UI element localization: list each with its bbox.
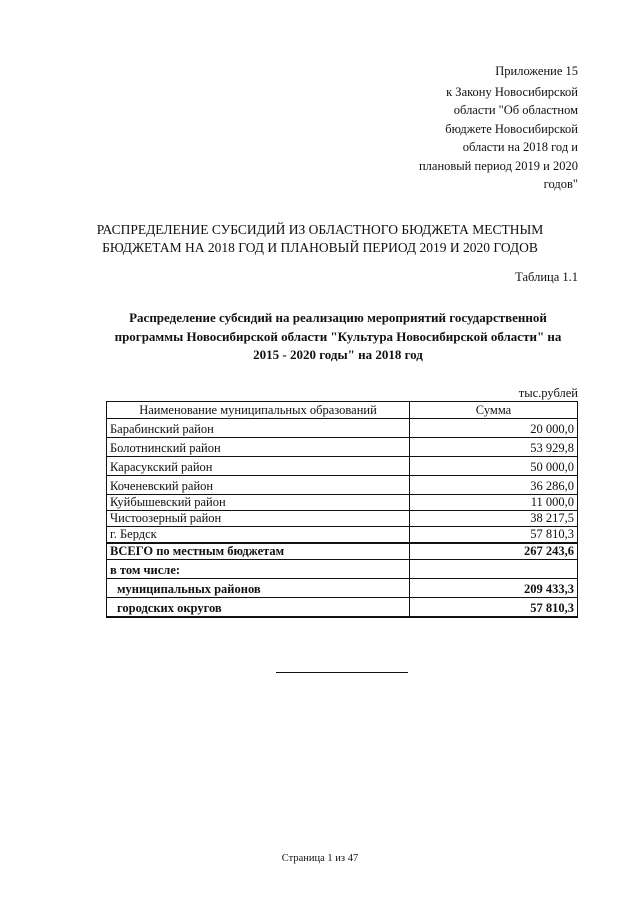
appendix-line: области на 2018 год и — [462, 140, 578, 154]
document-title — [60, 221, 580, 257]
total-row — [107, 543, 578, 560]
table-subtitle-line: 2015 - 2020 годы" на 2018 год — [253, 347, 423, 362]
row-sum: 38 217,5 — [410, 511, 578, 527]
appendix-line: области "Об областном — [453, 103, 578, 117]
row-sum: 50 000,0 — [410, 457, 578, 476]
subsidies-table — [106, 401, 578, 618]
table-row — [107, 527, 578, 544]
row-sum: 57 810,3 — [410, 527, 578, 544]
breakdown-row — [107, 598, 578, 618]
table-row — [107, 495, 578, 511]
appendix-block — [419, 62, 578, 194]
row-sum: 36 286,0 — [410, 476, 578, 495]
including-label: в том числе: — [107, 560, 410, 579]
table-header-row — [107, 402, 578, 419]
row-name: Куйбышевский район — [107, 495, 410, 511]
row-sum: 53 929,8 — [410, 438, 578, 457]
row-name: Карасукский район — [107, 457, 410, 476]
row-name: Барабинский район — [107, 419, 410, 438]
row-name: Чистоозерный район — [107, 511, 410, 527]
units-label: тыс.рублей — [518, 386, 578, 400]
breakdown-row — [107, 579, 578, 598]
table-subtitle-line: программы Новосибирской области "Культура Новосибирской области" на — [114, 328, 562, 344]
table-row — [107, 476, 578, 495]
appendix-line: к Закону Новосибирской — [446, 84, 578, 99]
page-footer: Страница 1 из 47 — [281, 853, 359, 864]
table-row — [107, 438, 578, 457]
total-label: ВСЕГО по местным бюджетам — [107, 543, 410, 560]
divider-line — [276, 672, 408, 673]
row-sum: 20 000,0 — [410, 419, 578, 438]
row-name: Коченевский район — [107, 476, 410, 495]
including-sum-empty — [410, 560, 578, 579]
appendix-line: годов" — [543, 177, 578, 191]
header-municipality: Наименование муниципальных образований — [107, 402, 410, 419]
table-row — [107, 419, 578, 438]
including-row — [107, 560, 578, 579]
header-sum: Сумма — [410, 402, 578, 419]
appendix-line: бюджете Новосибирской — [445, 121, 578, 136]
total-sum: 267 243,6 — [410, 543, 578, 560]
breakdown-label: городских округов — [107, 598, 410, 618]
row-sum: 11 000,0 — [410, 495, 578, 511]
appendix-heading: Приложение 15 — [495, 64, 578, 78]
breakdown-sum: 57 810,3 — [410, 598, 578, 618]
document-title-line: БЮДЖЕТАМ НА 2018 ГОД И ПЛАНОВЫЙ ПЕРИОД 2019 И 2020 ГОДОВ — [102, 240, 538, 255]
table-subtitle-line: Распределение субсидий на реализацию мероприятий государственной — [129, 310, 547, 325]
document-title-line: РАСПРЕДЕЛЕНИЕ СУБСИДИЙ ИЗ ОБЛАСТНОГО БЮДЖЕТА МЕСТНЫМ — [96, 222, 544, 237]
breakdown-label: муниципальных районов — [107, 579, 410, 598]
appendix-line: плановый период 2019 и 2020 — [418, 158, 578, 173]
table-row — [107, 457, 578, 476]
row-name: Болотнинский район — [107, 438, 410, 457]
table-number: Таблица 1.1 — [515, 270, 578, 284]
breakdown-sum: 209 433,3 — [410, 579, 578, 598]
table-row — [107, 511, 578, 527]
row-name: г. Бердск — [107, 527, 410, 544]
table-subtitle — [96, 309, 580, 365]
